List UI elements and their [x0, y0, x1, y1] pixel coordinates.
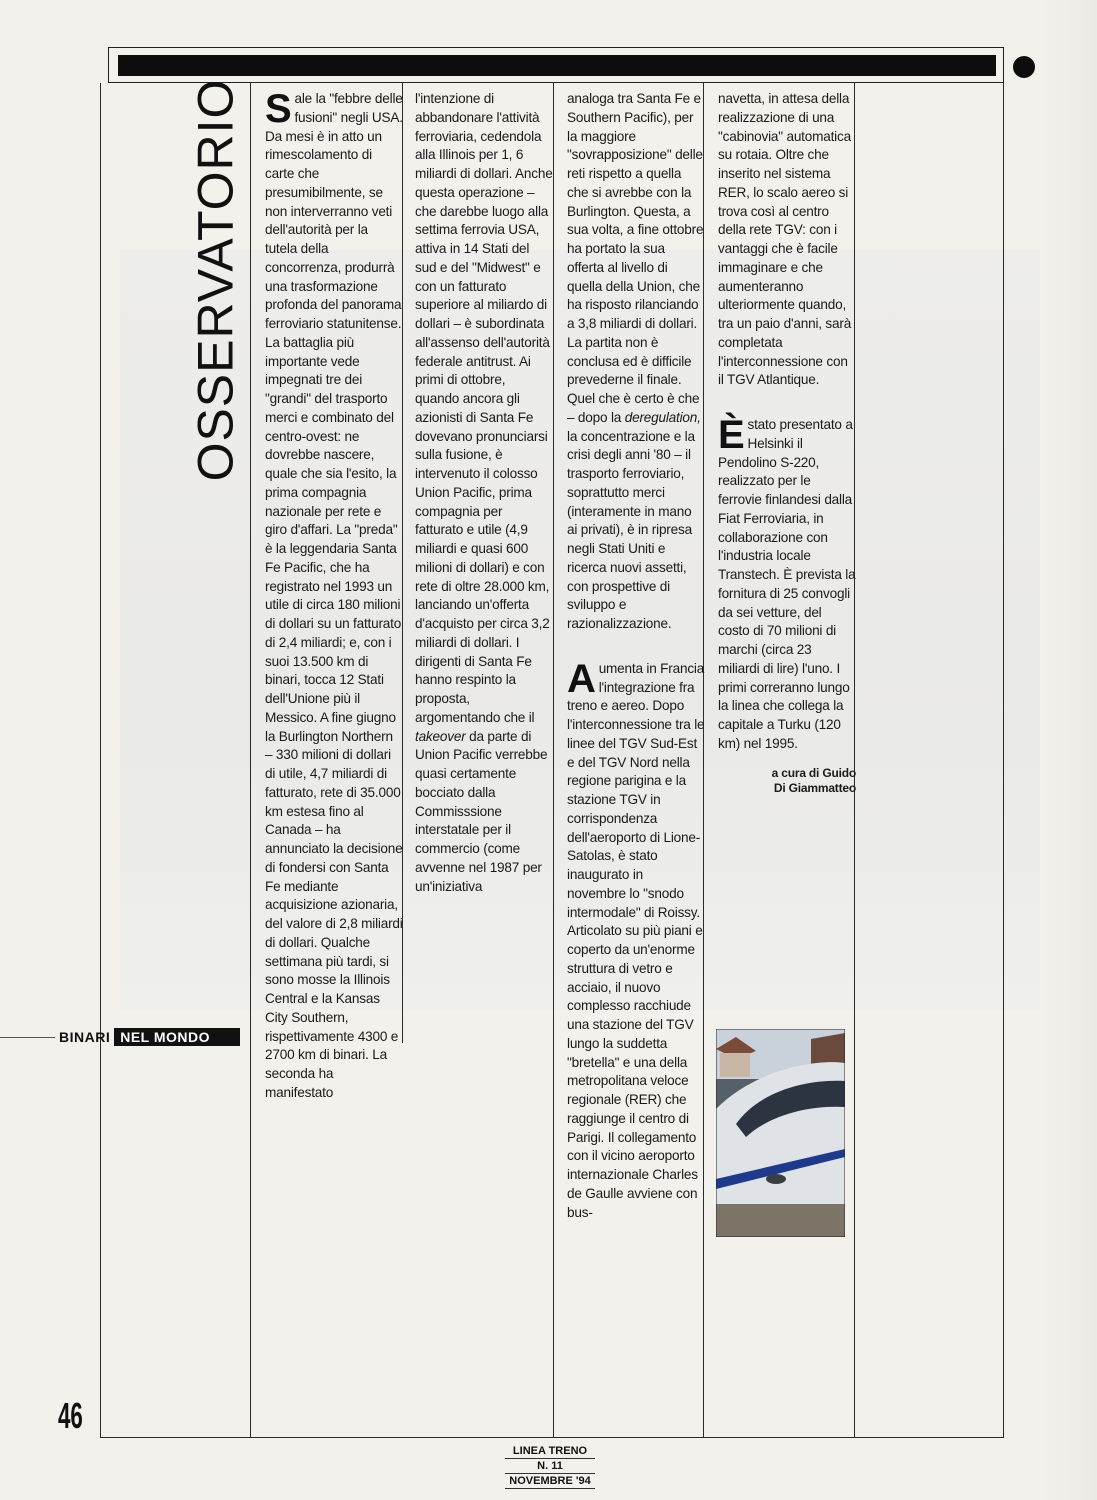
section-title	[187, 78, 244, 482]
article-usa-conclusion	[567, 90, 705, 634]
article-column-3	[567, 90, 705, 1222]
article-text: l'intenzione di abbandonare l'attività ferroviaria, cedendola alla Illinois per 1, 6 miliardi di dollari. Anche questa operazione – che darebbe luogo alla settima ferrovia USA, attiva in 14 Stati del sud e del "Midwest" e con un fatturato superiore al miliardo di dollari – è subordinata all'assenso dell'autorità federale antitrust. Ai primi di ottobre, quando ancora gli azionisti di Santa Fe dovevano pronunciarsi sulla fusione, è intervenuto il colosso Union Pacific, prima compagnia per fatturato e utile (4,9 miliardi e quasi 600 milioni di dollari) e con rete di oltre 28.000 km, lanciando un'offerta d'acquisto per circa 3,2 miliardi di dollari. I dirigenti di Santa Fe hanno respinto la proposta, argomentando che il	[415, 91, 553, 725]
article-francia-text: umenta in Francia l'integrazione fra treno e aereo. Dopo l'interconnessione tra le linee del TGV Sud-Est e del TGV Nord nella regione parigina e la stazione TGV in corrispondenza dell'aeroporto di Lione-Satolas, è stato inaugurato in novembre lo "snodo intermodale" di Roissy. Articolato su più piani e coperto da un'enorme struttura di vetro e acciaio, il nuovo complesso racchiude una stazione del TGV lungo la suddetta "bretella" e una della metropolitana veloce regionale (RER) che raggiunge il centro di Parigi. Il collegamento con il vicino aeroporto internazionale Charles de Gaulle avviene con bus-	[567, 660, 705, 1220]
article-text: la concentrazione e la crisi degli anni '80 – il trasporto ferroviario, soprattutto merci (interamente in mano ai privati), è in ripresa negli Stati Uniti e ricerca nuovi assetti, con prospettive di sviluppo e razionalizzazione.	[567, 428, 695, 631]
dropcap: È	[718, 413, 745, 457]
article-pendolino-paragraph	[718, 413, 856, 754]
dropcap: A	[567, 656, 596, 701]
byline-line-2: Di Giammatteo	[773, 780, 856, 795]
byline-line-1: a cura di Guido	[771, 765, 856, 780]
article-column-1	[265, 87, 403, 1103]
article-column-4	[718, 90, 856, 796]
footer-issue: N. 11	[505, 1459, 595, 1474]
italic-term: deregulation,	[624, 409, 701, 425]
article-pendolino-text: stato presentato a Helsinki il Pendolino S-220, realizzato per le ferrovie finlandesi dalla Fiat Ferroviaria, in collaborazione con l'industria locale Transtech. È prevista la fornitura di 25 convogli da sei vetture, del costo di 70 milioni di marchi (circa 23 miliardi di lire) l'uno. I primi correranno lungo la linea che collega la capitale a Turku (120 km) nel 1995.	[718, 417, 856, 751]
article-usa-text: ale la "febbre delle fusioni" negli USA. Da mesi è in atto un rimescolamento di carte che presumibilmente, se non interverranno veti dell'autorità per la tutela della concorrenza, produrrà una trasformazione profonda del panorama ferroviario statunitense. La battaglia più importante vede impegnati tre dei "grandi" del trasporto merci e combinato del centro-ovest: ne dovrebbe nascere, quale che sia l'esito, la prima compagnia nazionale per rete e giro d'affari. La "preda" è la leggendaria Santa Fe Pacific, che ha registrato nel 1993 un utile di circa 180 milioni di dollari su un fatturato di 2,4 miliardi; e, con i suoi 13.500 km di binari, tocca 12 Stati dell'Unione più il Messico. A fine giugno la Burlington Northern – 330 milioni di dollari di utile, 4,7 miliardi di fatturato, rete di 35.000 km estesa fino al Canada – ha annunciato la decisione di fondersi con Santa Fe mediante acquisizione azionaria, del valore di 2,8 miliardi di dollari. Qualche settimana più tardi, si sono mosse la Illinois Central e la Kansas City Southern, rispettivamente 4300 e 2700 km di binari. La seconda ha manifestato	[265, 91, 403, 1100]
page-number: 46	[58, 1395, 83, 1436]
article-francia-continued: navetta, in attesa della realizzazione di una "cabinovia" automatica su rotaia. Oltre che inserito nel sistema RER, lo scalo aereo si trova così al centro della rete TGV: con i vantaggi che è facile immaginare e che aumenteranno ulteriormente quando, tra un paio d'anni, sarà completata l'interconnessione con il TGV Atlantique.	[718, 91, 852, 388]
section-title-text: OSSERVATORIO	[187, 78, 244, 482]
section-tag	[0, 1028, 240, 1046]
page-edge	[1040, 0, 1097, 1500]
article-usa-paragraph	[265, 87, 403, 1103]
article-text: da parte di Union Pacific verrebbe quasi certamente bocciato dalla Commisssione interstatale per il commercio (come avvenne nel 1987 per un'iniziativa	[415, 728, 548, 894]
dropcap: S	[265, 87, 292, 131]
column-rule	[250, 83, 251, 1438]
footer-magazine: LINEA TRENO	[505, 1444, 595, 1459]
section-tag-binari: BINARI	[59, 1029, 111, 1045]
article-usa-continued	[415, 90, 553, 896]
right-rule	[1003, 83, 1004, 1438]
bottom-rule	[100, 1437, 1004, 1438]
header-bar	[118, 55, 996, 76]
byline	[718, 766, 856, 796]
column-rule	[553, 83, 554, 1438]
footer-date: NOVEMBRE '94	[505, 1474, 595, 1489]
tag-leader-line	[0, 1037, 55, 1038]
footer	[505, 1444, 595, 1489]
left-rule	[100, 83, 101, 1438]
section-tag-nel-mondo: NEL MONDO	[114, 1028, 240, 1046]
train-photo	[716, 1029, 845, 1237]
article-francia-paragraph	[567, 656, 705, 1223]
article-column-2	[415, 90, 553, 896]
article-text: analoga tra Santa Fe e Southern Pacific), per la maggiore "sovrapposizione" delle reti rispetto a quella che si avrebbe con la Burlington. Questa, a sua volta, a fine ottobre ha portato la sua offerta al livello di quella della Union, che ha risposto rilanciando a 3,8 miliardi di dollari. La partita non è conclusa ed è difficile prevederne il finale. Quel che è certo è che – dopo la	[567, 91, 704, 425]
bullet-dot-icon	[1013, 56, 1035, 78]
italic-term: takeover	[415, 728, 466, 744]
